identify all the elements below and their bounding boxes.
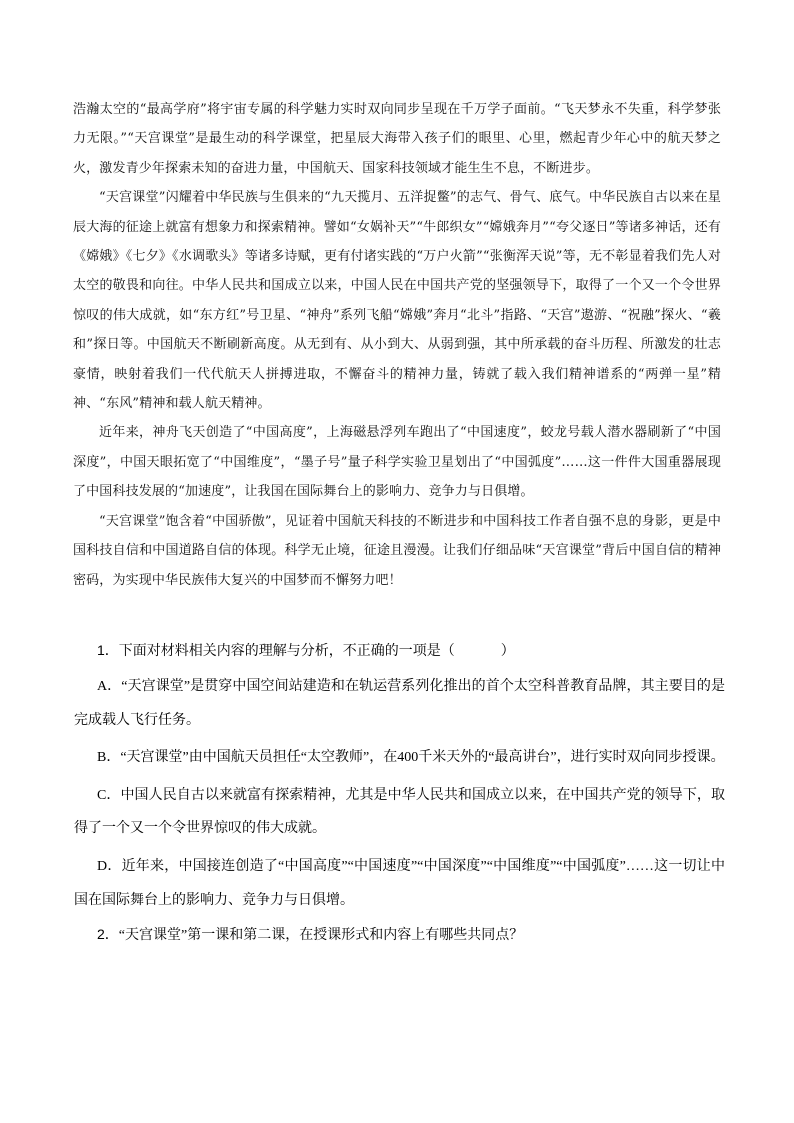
essay-paragraph: 浩瀚太空的“最高学府”将宇宙专属的科学魅力实时双向同步呈现在千万学子面前。“飞天梦永不失重，科学梦张力无限。”“天宫课堂”是最生动的科学课堂，把星辰大海带入孩子们的眼里、心里，燃起青少年心中的航天梦之火，激发青少年探索未知的奋进力量，中国航天、国家科技领域才能生生不息，不断进步。 <box>73 102 721 176</box>
question-1-stem <box>97 636 725 665</box>
question-close-paren: ） <box>500 644 515 659</box>
essay-paragraph: “天宫课堂”饱含着“中国骄傲”，见证着中国航天科技的不断进步和中国科技工作者自强不息的身影，更是中国科技自信和中国道路自信的体现。科学无止境，征途且漫漫。让我们仔细品味“天宫课堂”背后中国自信的精神密码，为实现中华民族伟大复兴的中国梦而不懈努力吧！ <box>73 513 721 588</box>
option-b: B．“天宫课堂”由中国航天员担任“太空教师”，在400千米天外的“最高讲台”，进行实时双向同步授课。 <box>97 750 725 766</box>
question-1 <box>74 636 725 917</box>
option-list <box>74 670 725 917</box>
question-section <box>74 636 725 949</box>
question-2-stem <box>97 920 725 949</box>
question-number: 2． <box>97 926 119 943</box>
option-c: C．中国人民自古以来就富有探索精神，尤其是中华人民共和国成立以来，在中国共产党的领导下，取得了一个又一个令世界惊叹的伟大成就。 <box>74 787 725 837</box>
option-d: D．近年来，中国接连创造了“中国高度”“中国速度”“中国深度”“中国维度”“中国弧度”……这一切让中国在国际舞台上的影响力、竞争力与日俱增。 <box>74 858 725 908</box>
essay-paragraph: “天宫课堂”闪耀着中华民族与生俱来的“九天揽月、五洋捉鳖”的志气、骨气、底气。中华民族自古以来在星辰大海的征途上就富有想象力和探索精神。譬如“女娲补天”“牛郎织女”“嫦娥奔月”“夸父逐日”等诸多神话，还有《嫦娥》《七夕》《水调歌头》等诸多诗赋，更有付诸实践的“万户火箭”“张衡浑天说”等，无不彰显着我们先人对太空的敬畏和向往。中华人民共和国成立以来，中国人民在中国共产党的坚强领导下，取得了一个又一个令世界惊叹的伟大成就，如“东方红”号卫星、“神舟”系列飞船“嫦娥”奔月“北斗”指路、“天宫”遨游、“祝融”探火、“羲和”探日等。中国航天不断刷新高度。从无到有、从小到大、从弱到强，其中所承载的奋斗历程、所激发的壮志豪情，映射着我们一代代航天人拼搏进取，不懈奋斗的精神力量，铸就了载入我们精神谱系的“两弹一星”精神、“东风”精神和载人航天精神。 <box>73 190 721 412</box>
question-2 <box>97 920 725 949</box>
question-number: 1． <box>97 642 119 658</box>
question-text: 下面对材料相关内容的理解与分析，不正确的一项是（ <box>118 644 455 659</box>
essay-paragraph: 近年来，神舟飞天创造了“中国高度”，上海磁悬浮列车跑出了“中国速度”，蛟龙号载人潜水器刷新了“中国深度”，中国天眼拓宽了“中国维度”，“墨子号”量子科学实验卫星划出了“中国弧度”……这一件件大国重器展现了中国科技发展的“加速度”，让我国在国际舞台上的影响力、竞争力与日俱增。 <box>73 425 721 500</box>
question-text: “天宫课堂”第一课和第二课，在授课形式和内容上有哪些共同点？ <box>118 928 524 944</box>
essay-text <box>73 95 721 595</box>
option-a: A．“天宫课堂”是贯穿中国空间站建造和在轨运营系列化推出的首个太空科普教育品牌，其主要目的是完成载人飞行任务。 <box>74 679 725 728</box>
